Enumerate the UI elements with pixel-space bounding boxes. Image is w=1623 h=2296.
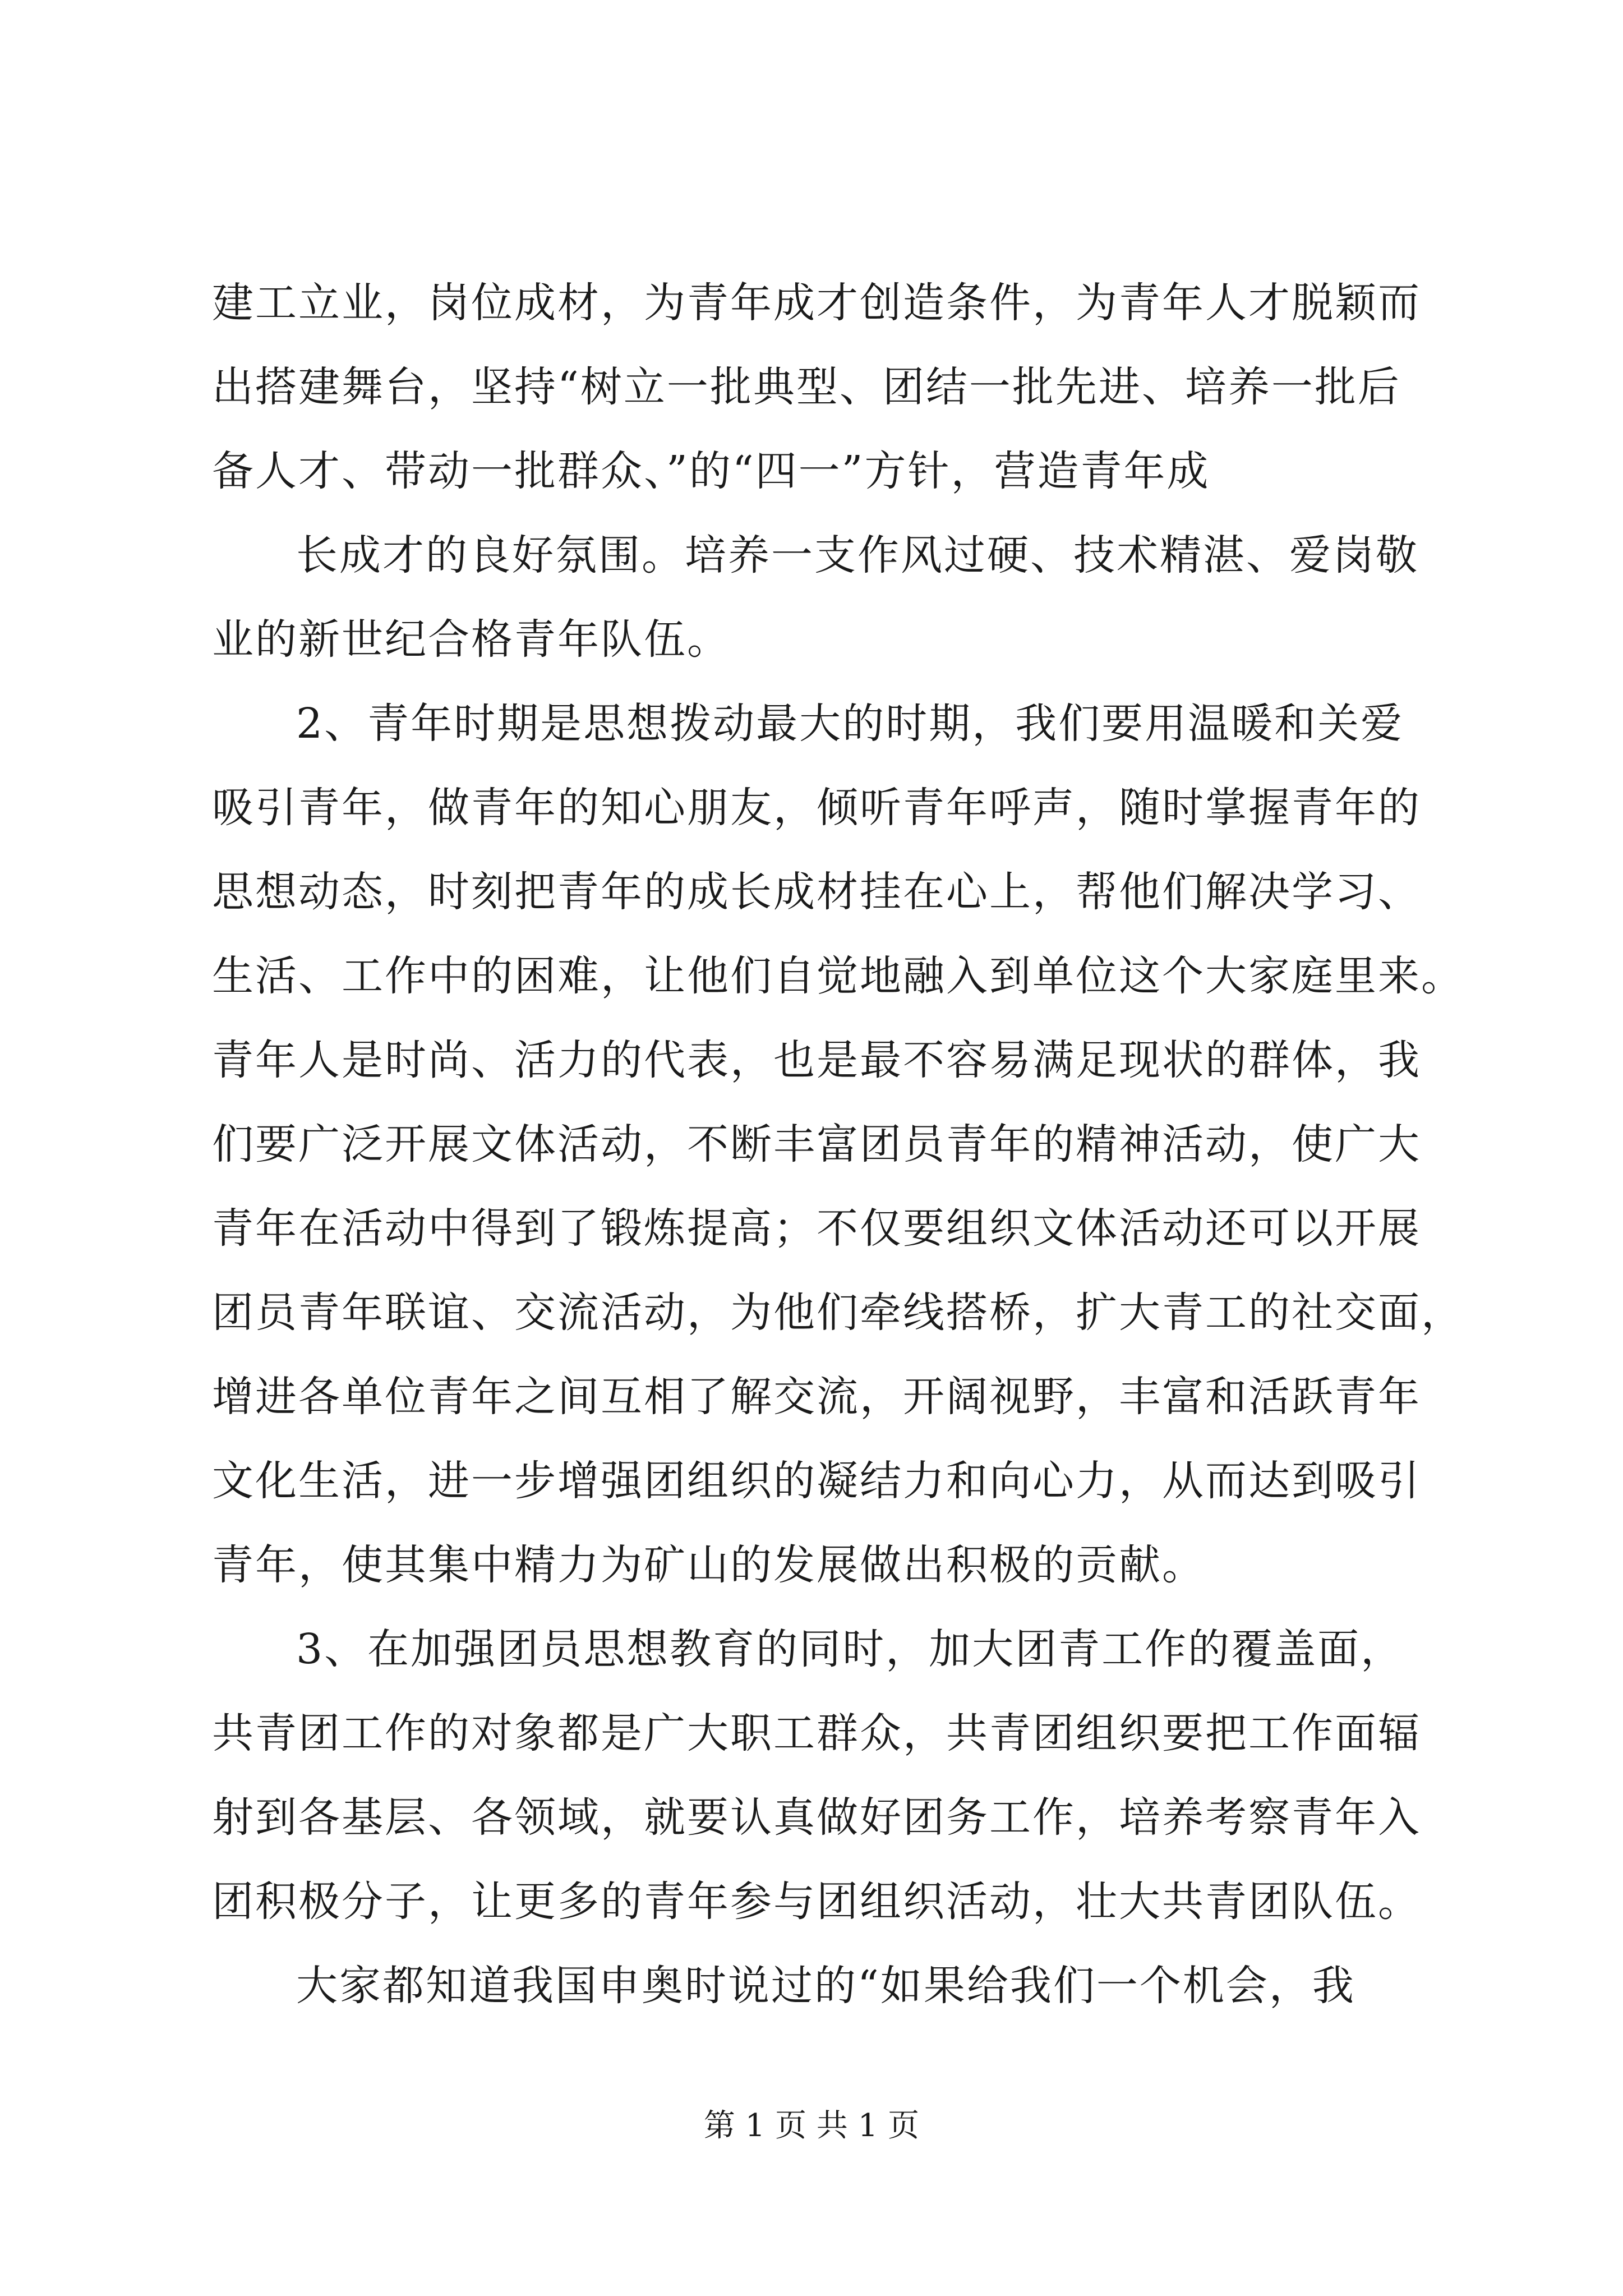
text-line: 出搭建舞台，坚持“树立一批典型、团结一批先进、培养一批后 [212,363,1401,411]
text-line: 长成才的良好氛围。培养一支作风过硬、技术精湛、爱岗敬 [296,531,1419,579]
text-line: 生活、工作中的困难，让他们自觉地融入到单位这个大家庭里来。 [212,952,1464,1000]
text-line: 团积极分子，让更多的青年参与团组织活动，壮大共青团队伍。 [212,1878,1421,1926]
text-line: 业的新世纪合格青年队伍。 [212,615,730,664]
text-line: 3、在加强团员思想教育的同时，加大团青工作的覆盖面， [296,1625,1404,1673]
text-line: 青年人是时尚、活力的代表，也是最不容易满足现状的群体，我 [212,1036,1421,1084]
text-line: 青年在活动中得到了锻炼提高；不仅要组织文体活动还可以开展 [212,1204,1421,1253]
text-line: 增进各单位青年之间互相了解交流，开阔视野，丰富和活跃青年 [212,1373,1421,1421]
text-line: 建工立业，岗位成材，为青年成才创造条件，为青年人才脱颖而 [212,279,1421,327]
text-line: 文化生活，进一步增强团组织的凝结力和向心力，从而达到吸引 [212,1457,1421,1505]
text-line: 团员青年联谊、交流活动，为他们牵线搭桥，扩大青工的社交面， [212,1289,1464,1337]
text-line: 青年，使其集中精力为矿山的发展做出积极的贡献。 [212,1541,1205,1589]
text-line: 思想动态，时刻把青年的成长成材挂在心上，帮他们解决学习、 [212,868,1421,916]
page-footer: 第 1 页 共 1 页 [703,2108,920,2144]
text-line: 2、青年时期是思想拨动最大的时期，我们要用温暖和关爱 [296,700,1404,748]
text-line: 们要广泛开展文体活动，不断丰富团员青年的精神活动，使广大 [212,1120,1421,1168]
text-line: 备人才、带动一批群众、”的“四一”方针，营造青年成 [212,447,1210,495]
text-line: 共青团工作的对象都是广大职工群众，共青团组织要把工作面辐 [212,1709,1421,1757]
text-line: 大家都知道我国申奥时说过的“如果给我们一个机会，我 [296,1962,1355,2010]
text-line: 射到各基层、各领域，就要认真做好团务工作，培养考察青年入 [212,1793,1421,1842]
text-line: 吸引青年，做青年的知心朋友，倾听青年呼声，随时掌握青年的 [212,784,1421,832]
